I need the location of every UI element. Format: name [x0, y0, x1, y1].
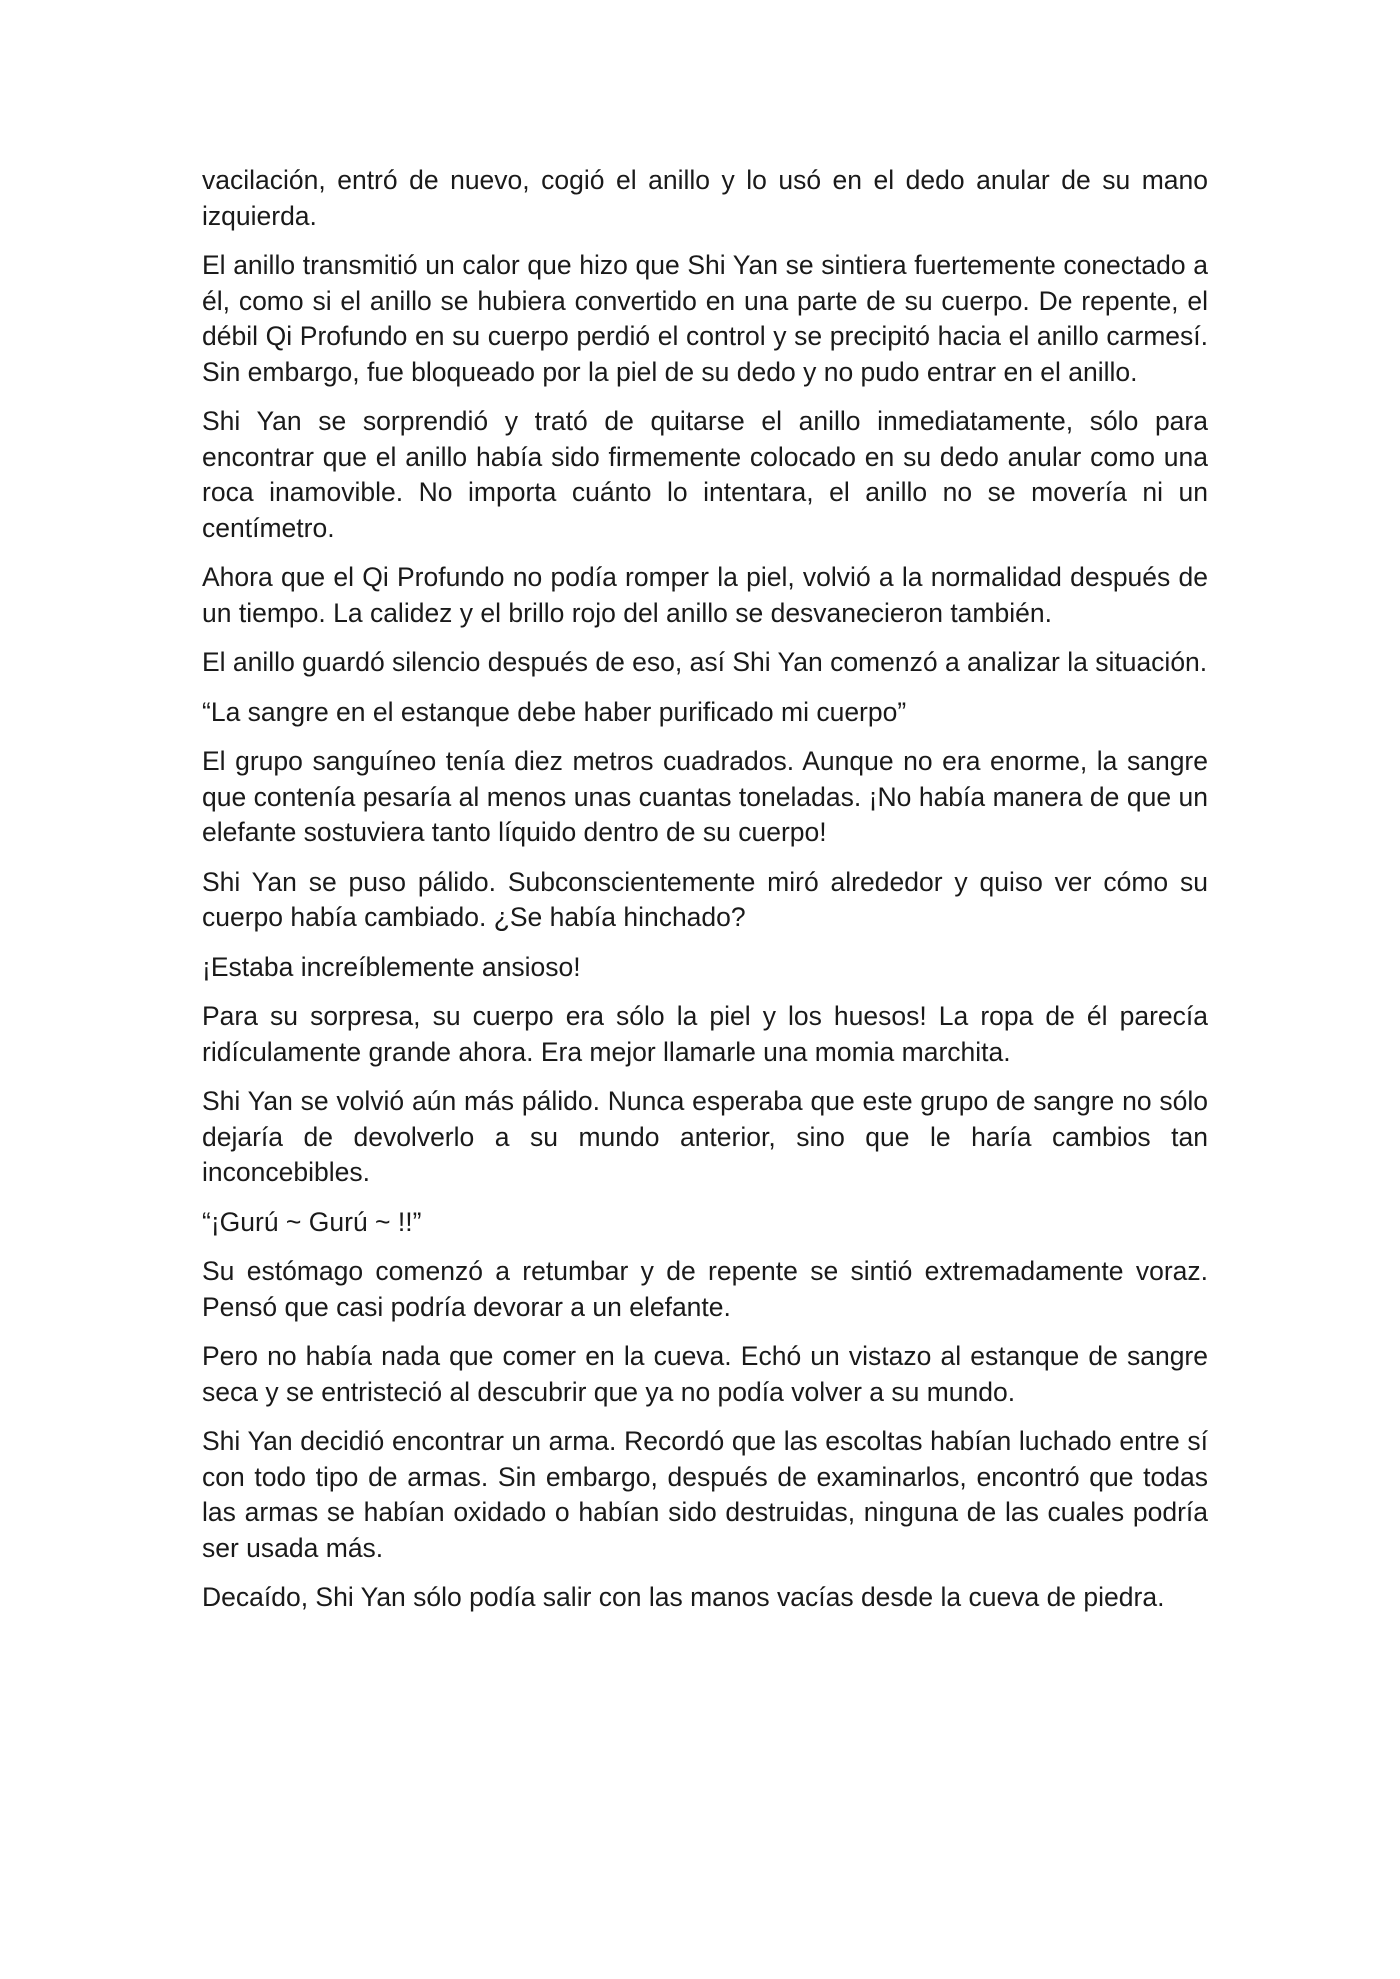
paragraph: El anillo guardó silencio después de eso, así Shi Yan comenzó a analizar la situación. [202, 647, 1208, 677]
dialogue-line: “¡Gurú ~ Gurú ~ !!” [202, 1206, 422, 1237]
paragraph: Ahora que el Qi Profundo no podía romper la piel, volvió a la normalidad después de un tiempo. La calidez y el brillo rojo del anillo se desvanecieron también. [202, 562, 1208, 628]
paragraph: Shi Yan se puso pálido. Subconscientemente miró alrededor y quiso ver cómo su cuerpo había cambiado. ¿Se había hinchado? [202, 866, 1208, 932]
paragraph: Su estómago comenzó a retumbar y de repente se sintió extremadamente voraz. Pensó que casi podría devorar a un elefante. [202, 1256, 1208, 1322]
paragraph: Shi Yan se sorprendió y trató de quitarse el anillo inmediatamente, sólo para encontrar que el anillo había sido firmemente colocado en su dedo anular como una roca inamovible. No importa cuánto lo intentara, el anillo no se movería ni un centímetro. [202, 406, 1208, 543]
dialogue-line: “La sangre en el estanque debe haber purificado mi cuerpo” [202, 696, 907, 727]
paragraph: Para su sorpresa, su cuerpo era sólo la piel y los huesos! La ropa de él parecía ridículamente grande ahora. Era mejor llamarle una momia marchita. [202, 1001, 1208, 1067]
paragraph: Shi Yan se volvió aún más pálido. Nunca esperaba que este grupo de sangre no sólo dejaría de devolverlo a su mundo anterior, sino que le haría cambios tan inconcebibles. [202, 1086, 1208, 1187]
paragraph: vacilación, entró de nuevo, cogió el anillo y lo usó en el dedo anular de su mano izquierda. [202, 165, 1208, 231]
document-body [202, 163, 1208, 1630]
paragraph: Shi Yan decidió encontrar un arma. Recordó que las escoltas habían luchado entre sí con todo tipo de armas. Sin embargo, después de examinarlos, encontró que todas las armas se habían oxidado o habían sido destruidas, ninguna de las cuales podría ser usada más. [202, 1426, 1208, 1563]
paragraph: El grupo sanguíneo tenía diez metros cuadrados. Aunque no era enorme, la sangre que contenía pesaría al menos unas cuantas toneladas. ¡No había manera de que un elefante sostuviera tanto líquido dentro de su cuerpo! [202, 746, 1208, 847]
paragraph: Decaído, Shi Yan sólo podía salir con las manos vacías desde la cueva de piedra. [202, 1582, 1165, 1612]
paragraph: El anillo transmitió un calor que hizo que Shi Yan se sintiera fuertemente conectado a él, como si el anillo se hubiera convertido en una parte de su cuerpo. De repente, el débil Qi Profundo en su cuerpo perdió el control y se precipitó hacia el anillo carmesí. Sin embargo, fue bloqueado por la piel de su dedo y no pudo entrar en el anillo. [202, 250, 1208, 387]
paragraph: ¡Estaba increíblemente ansioso! [202, 951, 581, 982]
paragraph: Pero no había nada que comer en la cueva. Echó un vistazo al estanque de sangre seca y se entristeció al descubrir que ya no podía volver a su mundo. [202, 1341, 1208, 1407]
